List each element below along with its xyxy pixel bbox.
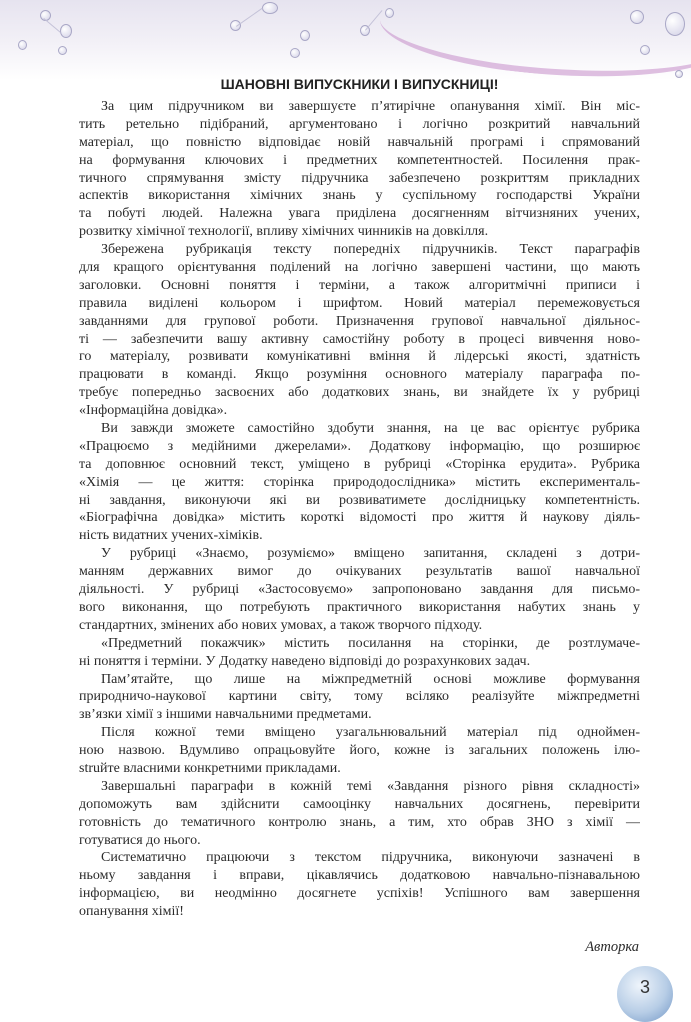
- molecule-bond: [43, 18, 60, 33]
- text-line: Систематично працюючи з текстом підручника, виконуючи зазначені в: [101, 850, 640, 866]
- paragraph: [79, 98, 640, 241]
- paragraph: [79, 420, 640, 545]
- text-line: готуватися до нього.: [79, 832, 201, 848]
- text-line: ною назвою. Вдумливо опрацьовуйте його, кожне із загальних положень ілю-: [79, 743, 640, 759]
- molecule-icon: [60, 24, 72, 38]
- text-line: стандартних, змінених або нових умовах, а також творчого підходу.: [79, 617, 483, 633]
- text-line: «Хімія — це життя: сторінка природодослідника» містить експерименталь-: [79, 474, 640, 490]
- text-line: Завершальні параграфи в кожній темі «Завдання різного рівня складності»: [101, 778, 640, 794]
- text-line: ні завдання, виконуючи які ви розвиватимете дослідницьку компетентність.: [79, 492, 640, 508]
- page-number: 3: [617, 966, 673, 1022]
- text-line: требує попередньо засвоєних або додаткових знань, ви знайдете їх у рубриці: [79, 385, 640, 401]
- text-line: інформацією, ви неодмінно досягнете успіхів! Успішного вам завершення: [79, 886, 640, 902]
- paragraph: [79, 671, 640, 725]
- text-line: готовність до тематичного контролю знань, а тим, хто обрав ЗНО з хімії —: [79, 814, 640, 830]
- paragraph: [79, 778, 640, 850]
- text-line: struйте власними конкретними прикладами.: [79, 760, 341, 776]
- text-line: працювати в команді. Якщо розуміння основного матеріалу параграфа по-: [79, 367, 640, 383]
- text-line: ність видатних учених-хіміків.: [79, 528, 263, 544]
- text-line: Збережена рубрикація тексту попередніх підручників. Текст параграфів: [101, 242, 640, 258]
- text-line: для кращого орієнтування поділений на логічно завершені частини, що мають: [79, 260, 640, 276]
- text-line: та доповнює основний текст, уміщено в рубриці «Сторінка ерудита». Рубрика: [79, 456, 640, 472]
- text-line: аспектів використання хімічних знань у суспільному господарстві України: [79, 188, 640, 204]
- text-line: ні поняття і терміни. У Додатку наведено відповіді до розрахункових задач.: [79, 653, 531, 669]
- text-line: Після кожної теми вміщено узагальнювальний матеріал під одноймен-: [101, 725, 640, 741]
- text-line: манням державних вимог до очікуваних результатів вашої навчальної: [79, 564, 640, 580]
- text-line: ньому завдання і вправи, цікавлячись додатковою навчально-пізнавальною: [79, 868, 640, 884]
- text-line: У рубриці «Знаємо, розуміємо» вміщено запитання, складені з дотри-: [101, 546, 640, 562]
- text-line: допоможуть вам здійснити самооцінку навчальних досягнень, перевірити: [79, 796, 640, 812]
- molecule-icon: [58, 46, 67, 55]
- text-line: «Інформаційна довідка».: [79, 403, 228, 419]
- molecule-bond: [236, 8, 263, 27]
- text-line: опанування хімії!: [79, 904, 184, 920]
- text-line: го матеріалу, розвивати комунікативні вміння й лідерські якості, здатність: [79, 349, 640, 365]
- molecule-icon: [675, 70, 683, 78]
- text-line: матеріал, що повністю відповідає новій навчальній програмі і спрямований: [79, 134, 640, 150]
- molecule-icon: [640, 45, 650, 55]
- paragraph: [79, 849, 640, 921]
- text-line: природничо-наукової картини світу, тому всіляко реалізуйте міжпредметні: [79, 689, 640, 705]
- text-line: заголовки. Основні поняття і терміни, а також алгоритмічні приписи і: [79, 277, 640, 293]
- text-line: розвитку хімічної технології, впливу хімічних чинників на довкілля.: [79, 224, 489, 240]
- text-line: «Працюємо з медійними джерелами». Додаткову інформацію, що розширює: [79, 438, 640, 454]
- molecule-icon: [665, 12, 685, 36]
- author-signature: Авторка: [585, 939, 639, 955]
- text-line: завданнями для групової роботи. Призначення групової навчальної діяльнос-: [79, 313, 640, 329]
- text-line: За цим підручником ви завершуєте п’ятирічне опанування хімії. Він міс-: [101, 99, 640, 114]
- text-line: Ви завжди зможете самостійно здобути знання, на це вас орієнтує рубрика: [101, 421, 640, 437]
- molecule-icon: [385, 8, 394, 18]
- molecule-icon: [18, 40, 27, 50]
- text-line: «Біографічна довідка» містить короткі відомості про життя й наукову діяль-: [79, 510, 640, 526]
- text-line: тить ретельно підібраний, аргументовано і логічно розкритий навчальний: [79, 116, 640, 132]
- text-line: вого виконання, що потребують практичного використання набутих знань у: [79, 599, 640, 615]
- text-line: ті — забезпечити вашу активну самостійну роботу в процесі вивчення ново-: [79, 331, 640, 347]
- header-decoration: [0, 0, 691, 80]
- page-title: ШАНОВНІ ВИПУСКНИКИ І ВИПУСКНИЦІ!: [220, 76, 499, 92]
- text-line: на формування ключових і предметних компетентностей. Посилення прак-: [79, 152, 640, 168]
- molecule-icon: [262, 2, 278, 14]
- text-line: правила виділені кольором і шрифтом. Новий матеріал перемежовується: [79, 295, 640, 311]
- paragraph: [79, 635, 640, 671]
- text-line: Пам’ятайте, що лише на міжпредметній основі можливе формування: [101, 671, 640, 687]
- molecule-icon: [300, 30, 310, 41]
- paragraph: [79, 241, 640, 420]
- text-line: «Предметний покажчик» містить посилання на сторінки, де розтлумаче-: [101, 635, 640, 651]
- text-line: діяльності. У рубриці «Застосовуємо» запропоновано завдання для письмо-: [79, 582, 640, 598]
- paragraph: [79, 545, 640, 634]
- text-line: тичного спрямування змісту підручника забезпечено розкриттям прикладних: [79, 170, 640, 186]
- text-line: та побуті людей. Належна увага приділена досягненням вітчизняних учених,: [79, 206, 640, 222]
- text-line: зв’язки хімії з іншими навчальними предметами.: [79, 707, 372, 723]
- paragraph: [79, 724, 640, 778]
- body-text: [79, 98, 640, 921]
- molecule-icon: [290, 48, 300, 58]
- molecule-icon: [630, 10, 644, 24]
